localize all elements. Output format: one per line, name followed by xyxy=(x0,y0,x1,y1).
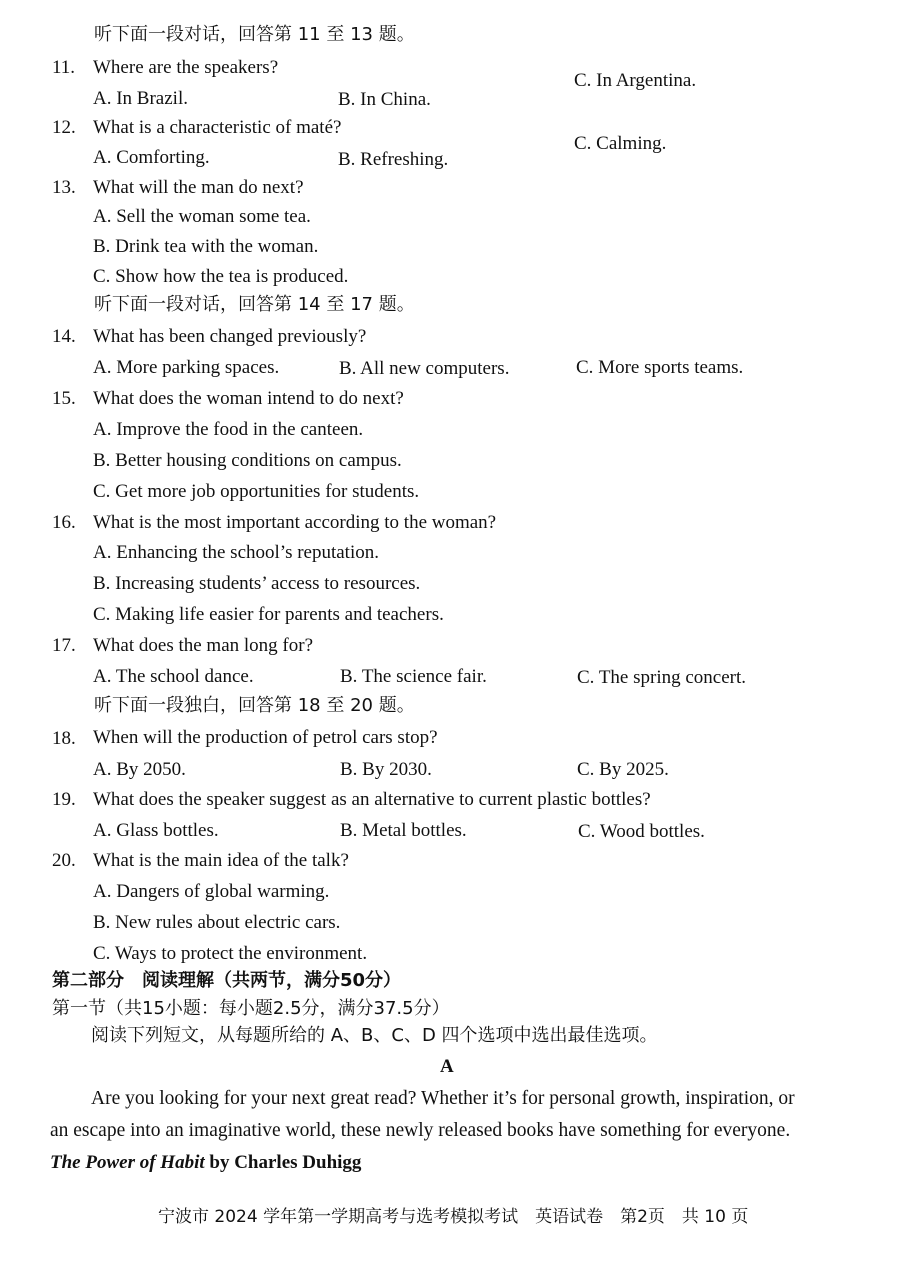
passage-intro-line-2: an escape into an imaginative world, these newly released books have something for everyone. xyxy=(50,1120,791,1141)
question-number: 12. xyxy=(52,117,76,138)
question-number: 17. xyxy=(52,635,76,656)
option-c: C. In Argentina. xyxy=(574,70,697,91)
option-a: A. More parking spaces. xyxy=(93,357,280,378)
option-c: C. Show how the tea is produced. xyxy=(93,266,349,287)
question-text: What is the main idea of the talk? xyxy=(93,850,349,871)
option-a: A. The school dance. xyxy=(93,666,254,687)
option-a: A. By 2050. xyxy=(93,759,186,780)
question-number: 13. xyxy=(52,177,76,198)
listening-instruction-14-17: 听下面一段对话，回答第 14 至 17 题。 xyxy=(94,294,415,315)
question-number: 18. xyxy=(52,728,76,749)
option-c: C. Get more job opportunities for students. xyxy=(93,481,420,502)
option-c: C. More sports teams. xyxy=(576,357,744,378)
option-a: A. Dangers of global warming. xyxy=(93,881,330,902)
option-b: B. In China. xyxy=(338,89,431,110)
option-b: B. Metal bottles. xyxy=(340,820,467,841)
question-text: What does the speaker suggest as an alternative to current plastic bottles? xyxy=(93,789,651,810)
option-b: B. Drink tea with the woman. xyxy=(93,236,319,257)
option-a: A. Improve the food in the canteen. xyxy=(93,419,364,440)
reading-instruction: 阅读下列短文，从每题所给的 A、B、C、D 四个选项中选出最佳选项。 xyxy=(91,1025,658,1046)
book-heading xyxy=(50,1153,361,1172)
question-text: When will the production of petrol cars stop? xyxy=(93,727,438,748)
option-a: A. In Brazil. xyxy=(93,88,188,109)
question-text: What does the man long for? xyxy=(93,635,314,656)
question-number: 19. xyxy=(52,789,76,810)
question-text: What is the most important according to the woman? xyxy=(93,512,497,533)
option-a: A. Glass bottles. xyxy=(93,820,219,841)
question-text: What is a characteristic of maté? xyxy=(93,117,342,138)
option-a: A. Enhancing the school’s reputation. xyxy=(93,542,379,563)
option-b: B. Increasing students’ access to resources. xyxy=(93,573,421,594)
book-title: The Power of Habit xyxy=(50,1152,205,1173)
option-b: B. Better housing conditions on campus. xyxy=(93,450,402,471)
question-text: What does the woman intend to do next? xyxy=(93,388,404,409)
passage-intro-line-1: Are you looking for your next great read? Whether it’s for personal growth, inspiration, or xyxy=(91,1088,795,1109)
option-b: B. All new computers. xyxy=(339,358,510,379)
option-b: B. New rules about electric cars. xyxy=(93,912,341,933)
question-number: 14. xyxy=(52,326,76,347)
option-c: C. By 2025. xyxy=(577,759,669,780)
option-c: C. Ways to protect the environment. xyxy=(93,943,368,964)
option-c: C. The spring concert. xyxy=(577,667,747,688)
question-number: 11. xyxy=(52,57,76,78)
section-one-heading: 第一节（共15小题：每小题2.5分，满分37.5分） xyxy=(52,998,450,1019)
question-text: Where are the speakers? xyxy=(93,57,279,78)
question-text: What will the man do next? xyxy=(93,177,304,198)
option-c: C. Calming. xyxy=(574,133,667,154)
listening-instruction-18-20: 听下面一段独白，回答第 18 至 20 题。 xyxy=(94,695,415,716)
passage-label: A xyxy=(440,1056,454,1077)
part-two-heading: 第二部分 阅读理解（共两节，满分50分） xyxy=(52,970,402,991)
question-number: 20. xyxy=(52,850,76,871)
option-a: A. Sell the woman some tea. xyxy=(93,206,311,227)
listening-instruction-11-13: 听下面一段对话，回答第 11 至 13 题。 xyxy=(94,24,415,45)
option-b: B. By 2030. xyxy=(340,759,432,780)
option-c: C. Making life easier for parents and teachers. xyxy=(93,604,444,625)
option-c: C. Wood bottles. xyxy=(578,821,705,842)
option-b: B. Refreshing. xyxy=(338,149,449,170)
question-text: What has been changed previously? xyxy=(93,326,367,347)
question-number: 15. xyxy=(52,388,76,409)
question-number: 16. xyxy=(52,512,76,533)
book-author: by Charles Duhigg xyxy=(204,1152,362,1173)
option-a: A. Comforting. xyxy=(93,147,210,168)
page-footer: 宁波市 2024 学年第一学期高考与选考模拟考试 英语试卷 第2页 共 10 页 xyxy=(158,1207,749,1227)
option-b: B. The science fair. xyxy=(340,666,487,687)
